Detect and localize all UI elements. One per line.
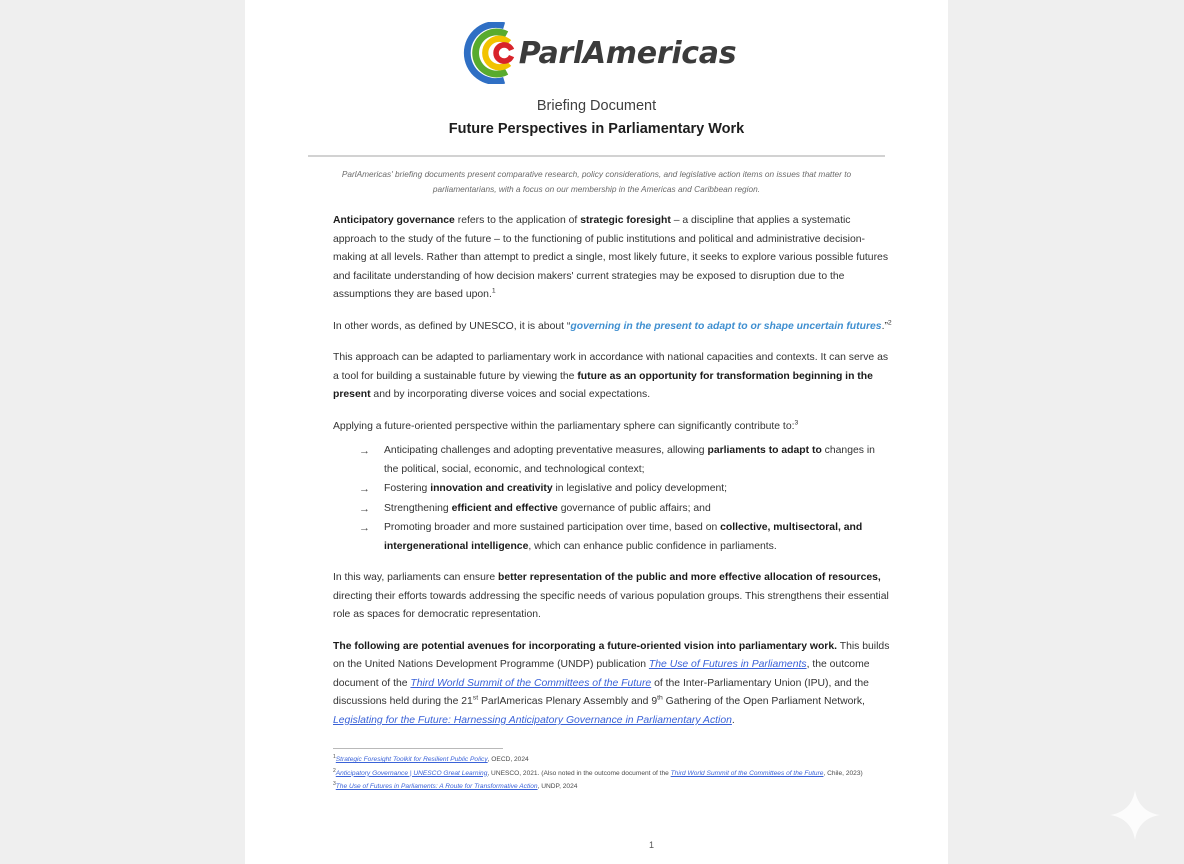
link-third-world-summit[interactable]: Third World Summit of the Committees of the Future — [410, 677, 652, 689]
p5-text-1: In this way, parliaments can ensure — [333, 572, 498, 584]
paragraph-representation — [333, 569, 892, 625]
bullet-0-text-2: changes in the political, social, economic, and technological context; — [384, 445, 875, 475]
footnote-ref-1[interactable]: 1 — [491, 287, 496, 295]
footnote-2-marker: 2 — [333, 767, 336, 774]
footnote-3-link[interactable]: The Use of Futures in Parliaments: A Route for Transformative Action — [335, 782, 538, 790]
footnote-3-tail: , UNDP, 2024 — [537, 782, 578, 790]
p2-text-2: .” — [881, 320, 888, 332]
footnote-2-tail-2: , Chile, 2023) — [823, 769, 863, 777]
footnote-2-tail: , UNESCO, 2021. (Also noted in the outcome document of the — [487, 769, 671, 777]
bullet-2-text-2: governance of public affairs; and — [557, 502, 711, 514]
bullet-2-bold: efficient and effective — [451, 502, 558, 514]
term-future-opportunity: future as an opportunity for transformation beginning in the present — [333, 370, 873, 401]
p1-text-1: refers to the application of — [454, 215, 581, 227]
footnote-divider — [333, 748, 503, 749]
contributions-list — [333, 442, 892, 556]
unesco-quote: governing in the present to adapt to or shape uncertain futures — [570, 320, 882, 332]
arrow-right-icon: → — [359, 483, 370, 496]
paragraph-approach-adaptation — [333, 349, 892, 405]
bullet-3-text-1: Promoting broader and more sustained participation over time, based on — [384, 522, 721, 534]
p6-text-4: ParlAmericas Plenary Assembly and 9 — [478, 696, 658, 708]
logo-wordmark: ParlAmericas — [518, 35, 737, 71]
bullet-3-text-2: , which can enhance public confidence in parliaments. — [528, 540, 777, 552]
p5-text-2: directing their efforts towards addressing the specific needs of various population groups. This strengthens their essential role as spaces for democratic representation. — [333, 590, 889, 621]
document-kicker: Briefing Document — [536, 98, 657, 114]
p6-text-5: Gathering of the Open Parliament Network, — [662, 696, 865, 708]
parlamericas-arcs-icon — [457, 22, 519, 84]
bullet-0-text-1: Anticipating challenges and adopting preventative measures, allowing — [384, 445, 708, 457]
arrow-right-icon: → — [359, 502, 370, 515]
page-number: 1 — [648, 840, 654, 850]
footnote-1-tail: , OECD, 2024 — [487, 756, 529, 764]
list-item — [359, 480, 892, 499]
footnotes-section — [333, 754, 892, 793]
paragraph-avenues — [333, 638, 892, 731]
bullet-1-bold: innovation and creativity — [430, 483, 553, 495]
ordinal-9th: th — [657, 694, 663, 702]
bullet-3-bold: collective, multisectoral, and intergenerational intelligence — [384, 522, 863, 552]
document-body — [333, 196, 892, 730]
footnote-3-marker: 3 — [333, 780, 336, 787]
paragraph-unesco-definition — [333, 318, 892, 337]
list-item — [359, 442, 892, 479]
p6-bold-lead: The following are potential avenues for incorporating a future-oriented vision into parliamentary work. — [333, 640, 838, 652]
bullet-2-text-1: Strengthening — [384, 502, 452, 514]
link-use-of-futures-in-parliaments[interactable]: The Use of Futures in Parliaments — [648, 659, 807, 671]
p2-text-1: In other words, as defined by UNESCO, it is about “ — [333, 320, 571, 332]
document-blurb: ParlAmericas' briefing documents present comparative research, policy considerations, and legislative action items on issues that matter to parliamentarians, with a focus on our membership in the Americas and Caribbean region. — [341, 169, 852, 194]
p6-text-2: , the outcome document of the — [333, 659, 870, 689]
p3-text-1: This approach can be adapted to parliamentary work in accordance with national capacities and contexts. It can serve as a tool for building a sustainable future by viewing the — [333, 352, 889, 382]
p6-text-6: . — [731, 714, 735, 726]
bullet-1-text-1: Fostering — [384, 483, 431, 495]
p6-text-3: of the Inter-Parliamentary Union (IPU), and the discussions held during the 21 — [333, 677, 869, 708]
list-item — [359, 519, 892, 556]
document-page — [245, 0, 948, 864]
link-legislating-for-the-future[interactable]: Legislating for the Future: Harnessing Anticipatory Governance in Parliamentary Action — [333, 714, 732, 726]
sparkle-icon — [1108, 788, 1162, 842]
footnote-2-link[interactable]: Anticipatory Governance | UNESCO Great Learning — [335, 769, 488, 777]
parlamericas-logo — [457, 22, 737, 84]
footnote-3 — [333, 781, 892, 793]
brand-header — [245, 22, 948, 84]
p5-bold: better representation of the public and more effective allocation of resources, — [497, 572, 881, 584]
footnote-1-link[interactable]: Strategic Foresight Toolkit for Resilient Public Policy — [335, 756, 488, 764]
footnote-ref-2[interactable]: 2 — [887, 319, 892, 327]
page-title: Future Perspectives in Parliamentary Work — [448, 121, 745, 137]
ordinal-21st: st — [472, 694, 479, 702]
term-anticipatory-governance: Anticipatory governance — [333, 215, 455, 227]
p3-text-2: and by incorporating diverse voices and social expectations. — [370, 389, 651, 401]
list-item — [359, 500, 892, 519]
arrow-right-icon: → — [359, 445, 370, 458]
footnote-2 — [333, 768, 892, 780]
paragraph-anticipatory-governance — [333, 212, 892, 305]
p6-text-1: This builds on the United Nations Development Programme (UNDP) publication — [333, 640, 890, 671]
p4-text-1: Applying a future-oriented perspective within the parliamentary sphere can significantly contribute to: — [333, 420, 795, 432]
arrow-right-icon: → — [359, 522, 370, 535]
paragraph-contributions-lead — [333, 418, 892, 437]
bullet-0-bold: parliaments to adapt to — [707, 445, 822, 457]
footnote-2-link-2[interactable]: Third World Summit of the Committees of the Future — [670, 769, 824, 777]
header-divider — [308, 155, 885, 157]
term-strategic-foresight: strategic foresight — [580, 215, 671, 227]
footnote-1-marker: 1 — [333, 754, 336, 761]
footnote-1 — [333, 754, 892, 766]
bullet-1-text-2: in legislative and policy development; — [552, 483, 728, 495]
footnote-ref-3[interactable]: 3 — [794, 419, 799, 427]
p1-text-2: – a discipline that applies a systematic approach to the study of the future – to the functioning of public institutions and political and administrative decision-making at all levels. Rather than attempt to predict a single, most likely future, it seeks to explore various possible futures and facilitate understanding of how decision makers' current strategies may be exposed to disruption due to the assumptions they are based upon. — [333, 215, 889, 301]
